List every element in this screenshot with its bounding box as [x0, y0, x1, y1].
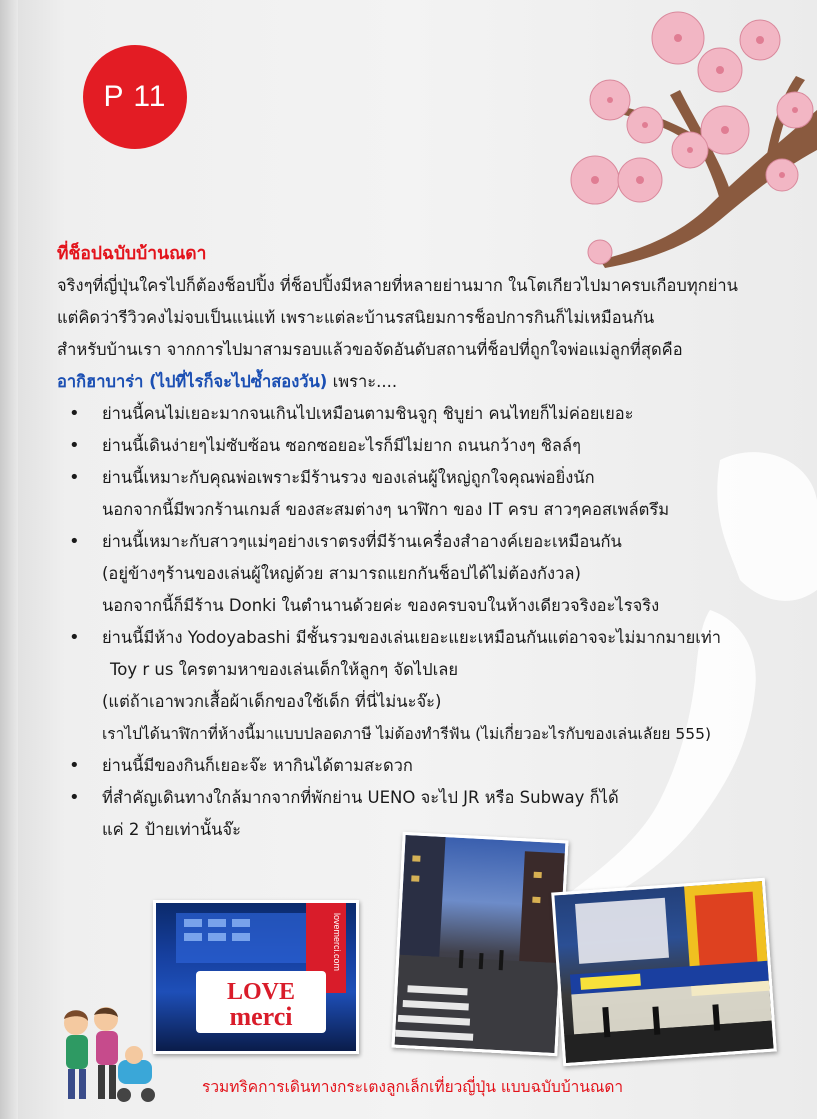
reasons-list	[57, 398, 802, 846]
family-cartoon-illustration	[48, 1005, 160, 1105]
list-item-text: • ย่านนี้เดินง่ายๆไม่ซับซ้อน ซอกซอยอะไรก็มีไม่ยาก ถนนกว้างๆ ชิลล์ๆ	[102, 436, 581, 455]
list-item-text: • ย่านนี้มีห้าง Yodoyabashi มีชั้นรวมของเล่นเยอะแยะเหมือนกันแต่อาจจะไม่มากมายเท่า	[102, 628, 722, 647]
intro-line: สำหรับบ้านเรา จากการไปมาสามรอบแล้วขอจัดอันดับสถานที่ช็อปที่ถูกใจพ่อแม่ลูกที่สุดคือ	[57, 340, 683, 359]
intro-line: แต่คิดว่ารีวิวคงไม่จบเป็นแน่แท้ เพราะแต่ละบ้านรสนิยมการช็อปการกินก็ไม่เหมือนกัน	[57, 308, 655, 327]
shop-scene-illustration	[554, 881, 773, 1063]
list-item-text: เราไปได้นาฬิกาที่ห้างนี้มาแบบปลอดภาษี ไม่ต้องทำรีฟัน (ไม่เกี่ยวอะไรกับของเล่นเลัยย 555)	[102, 725, 712, 743]
section-title: ที่ช็อปฉบับบ้านณดา	[57, 244, 207, 264]
list-item-text: (แต่ถ้าเอาพวกเสื้อผ้าเด็กของใช้เด็ก ที่นี่ไม่นะจ๊ะ)	[102, 692, 442, 711]
list-item	[57, 622, 802, 750]
list-item-text: • ย่านนี้เหมาะกับสาวๆแม่ๆอย่างเราตรงที่มีร้านเครื่องสำอางค์เยอะเหมือนกัน	[102, 532, 622, 551]
store-url-text: lovemerci.com	[332, 913, 342, 972]
list-item-text: แค่ 2 ป้ายเท่านั้นจ๊ะ	[102, 820, 241, 839]
list-item	[57, 430, 802, 462]
highlight-line	[57, 366, 802, 398]
page-number-badge: P 11	[83, 45, 187, 149]
list-item-text: (อยู่ข้างๆร้านของเล่นผู้ใหญ่ด้วย สามารถแยกกันช็อปได้ไม่ต้องกังวล)	[102, 564, 581, 583]
store-sign-illustration	[156, 903, 356, 1051]
list-item-text: • ย่านนี้คนไม่เยอะมากจนเกินไปเหมือนตามชินจูกุ ชิบูย่า คนไทยก็ไม่ค่อยเยอะ	[102, 404, 634, 423]
list-item	[57, 526, 802, 622]
list-item-text: • ย่านนี้มีของกินก็เยอะจ๊ะ หากินได้ตามสะดวก	[102, 756, 413, 775]
list-item-text: นอกจากนี้ก็มีร้าน Donki ในตำนานด้วยค่ะ ของครบจบในห้างเดียวจริงอะไรจริง	[102, 596, 660, 615]
street-scene-illustration	[395, 835, 566, 1053]
intro-paragraph	[57, 270, 802, 398]
photo-love-merci-store	[153, 900, 359, 1054]
list-item-text: นอกจากนี้มีพวกร้านเกมส์ ของสะสมต่างๆ นาฬิกา ของ IT ครบ สาวๆคอสเพล์ตรึม	[102, 500, 670, 519]
store-sign-line1: LOVE	[226, 979, 296, 1005]
list-item	[57, 462, 802, 526]
list-item-text: • ที่สำคัญเดินทางใกล้มากจากที่พักย่าน UENO จะไป JR หรือ Subway ก็ได้	[102, 788, 619, 807]
photo-shop-night	[551, 878, 777, 1067]
intro-line: จริงๆที่ญี่ปุ่นใครไปก็ต้องช็อปปิ้ง ที่ช็อปปิ้งมีหลายที่หลายย่านมาก ในโตเกียวไปมาครบเกือบทุกย่าน	[57, 276, 738, 295]
store-sign-line2: merci	[229, 1002, 293, 1031]
list-item	[57, 750, 802, 782]
list-item	[57, 398, 802, 430]
article-body	[57, 238, 802, 846]
photo-akihabara-street	[391, 832, 568, 1056]
list-item-text: • ย่านนี้เหมาะกับคุณพ่อเพราะมีร้านรวง ของเล่นผู้ใหญ่ถูกใจคุณพ่อยิ่งนัก	[102, 468, 595, 487]
highlight-akihabara: อากิฮาบาร่า (ไปที่ไรก็จะไปซ้ำสองวัน)	[57, 372, 328, 391]
highlight-suffix: เพราะ....	[327, 372, 398, 391]
list-item-text: Toy r us ใครตามหาของเล่นเด็กให้ลูกๆ จัดไปเลย	[110, 660, 458, 679]
page-edge	[0, 0, 18, 1119]
footer-caption: รวมทริคการเดินทางกระเตงลูกเล็กเที่ยวญี่ปุ่น แบบฉบับบ้านณดา	[202, 1078, 624, 1096]
